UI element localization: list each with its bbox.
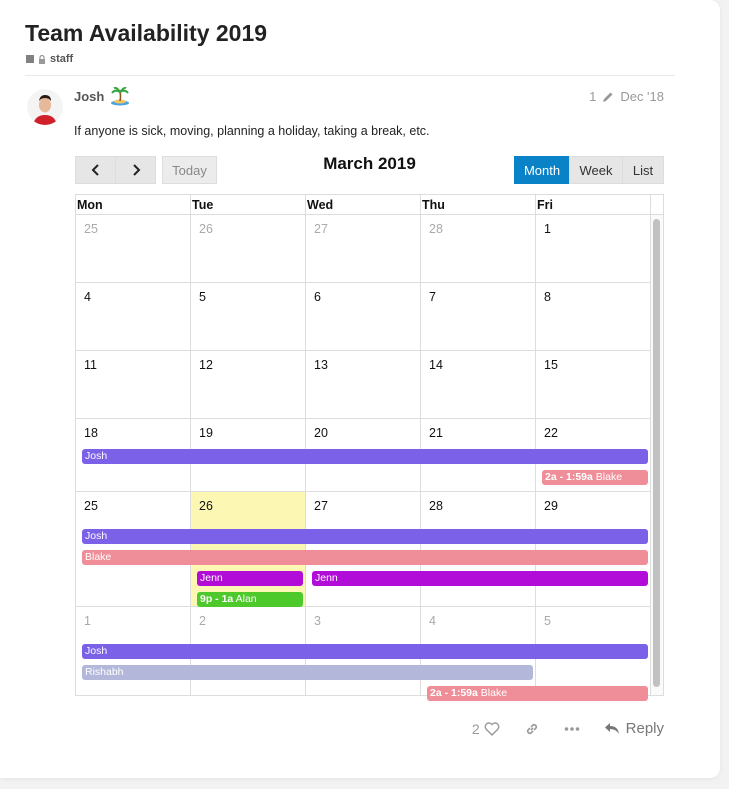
- day-number[interactable]: 5: [199, 290, 206, 304]
- day-cell[interactable]: [306, 283, 421, 350]
- title-divider: [25, 75, 675, 76]
- event-title: Blake: [85, 551, 112, 563]
- week-row: [76, 215, 651, 283]
- day-cell[interactable]: [421, 351, 536, 418]
- day-number[interactable]: 2: [199, 614, 206, 628]
- post-actions: [472, 720, 664, 737]
- day-number[interactable]: 25: [84, 499, 98, 513]
- day-cell[interactable]: [536, 215, 651, 282]
- category-name: staff: [50, 53, 74, 65]
- weekday-wed: Wed: [306, 195, 421, 215]
- day-number[interactable]: 1: [544, 222, 551, 236]
- event-title: Blake: [595, 471, 623, 483]
- day-cell[interactable]: [306, 351, 421, 418]
- scrollbar-thumb[interactable]: [653, 219, 660, 687]
- calendar-event[interactable]: [427, 686, 648, 701]
- day-number[interactable]: 26: [199, 222, 213, 236]
- event-time: 2a - 1:59a: [430, 687, 478, 699]
- event-title: Jenn: [315, 572, 338, 584]
- event-title: Josh: [85, 530, 108, 542]
- view-list-button[interactable]: List: [622, 156, 664, 184]
- weekday-fri: Fri: [536, 195, 651, 215]
- day-number[interactable]: 4: [84, 290, 91, 304]
- day-cell[interactable]: [191, 351, 306, 418]
- category-badge[interactable]: [26, 53, 73, 65]
- day-number[interactable]: 26: [199, 499, 213, 513]
- reply-label: Reply: [625, 720, 664, 737]
- day-number[interactable]: 14: [429, 358, 443, 372]
- like-count: 2: [471, 720, 480, 737]
- calendar-event[interactable]: [82, 644, 648, 659]
- topic-title[interactable]: Team Availability 2019: [25, 20, 268, 46]
- week-row: [76, 283, 651, 351]
- day-number[interactable]: 27: [314, 499, 328, 513]
- day-number[interactable]: 7: [429, 290, 436, 304]
- weekday-header: [76, 195, 663, 215]
- calendar-event[interactable]: [82, 529, 648, 544]
- event-title: Rishabh: [85, 666, 124, 678]
- avatar[interactable]: [27, 89, 63, 125]
- post-body-text: If anyone is sick, moving, planning a holiday, taking a break, etc.: [74, 124, 430, 138]
- day-cell[interactable]: [306, 492, 421, 606]
- day-cell[interactable]: [536, 492, 651, 606]
- event-title: Josh: [85, 450, 108, 462]
- calendar-title: March 2019: [323, 154, 416, 173]
- link-icon[interactable]: [524, 721, 540, 737]
- day-cell[interactable]: [76, 492, 191, 606]
- day-number[interactable]: 28: [429, 499, 443, 513]
- day-cell[interactable]: [76, 215, 191, 282]
- calendar-event[interactable]: [82, 550, 648, 565]
- calendar-event[interactable]: [542, 470, 648, 485]
- post-date[interactable]: Dec '18: [620, 89, 664, 104]
- day-cell[interactable]: [421, 215, 536, 282]
- like-button[interactable]: [472, 721, 500, 737]
- post-username[interactable]: Josh: [74, 89, 105, 104]
- day-number[interactable]: 18: [84, 426, 98, 440]
- day-number[interactable]: 1: [84, 614, 91, 628]
- day-cell[interactable]: [421, 283, 536, 350]
- today-button[interactable]: Today: [162, 156, 217, 184]
- day-number[interactable]: 20: [314, 426, 328, 440]
- day-cell[interactable]: [76, 283, 191, 350]
- weekday-thu: Thu: [421, 195, 536, 215]
- event-title: Blake: [480, 687, 508, 699]
- pencil-icon[interactable]: [602, 91, 614, 103]
- day-cell[interactable]: [191, 492, 306, 606]
- day-cell[interactable]: [306, 215, 421, 282]
- calendar-event[interactable]: [82, 449, 648, 464]
- calendar-toolbar: [75, 156, 664, 184]
- day-number[interactable]: 4: [429, 614, 436, 628]
- event-title: Alan: [235, 593, 257, 605]
- day-number[interactable]: 8: [544, 290, 551, 304]
- lock-icon: [38, 55, 46, 64]
- event-title: Jenn: [200, 572, 223, 584]
- day-number[interactable]: 28: [429, 222, 443, 236]
- reply-button[interactable]: [604, 720, 664, 737]
- desert-island-icon: [109, 86, 131, 106]
- day-cell[interactable]: [536, 283, 651, 350]
- day-number[interactable]: 21: [429, 426, 443, 440]
- calendar-event[interactable]: [197, 571, 303, 586]
- weekday-mon: Mon: [76, 195, 191, 215]
- event-time: 9p - 1a: [200, 593, 234, 605]
- heart-icon: [484, 722, 500, 736]
- calendar-event[interactable]: [312, 571, 648, 586]
- event-time: 2a - 1:59a: [545, 471, 593, 483]
- day-number[interactable]: 13: [314, 358, 328, 372]
- day-cell[interactable]: [76, 351, 191, 418]
- day-number[interactable]: 11: [84, 358, 97, 372]
- day-cell[interactable]: [421, 492, 536, 606]
- day-number[interactable]: 15: [544, 358, 558, 372]
- day-number[interactable]: 25: [84, 222, 98, 236]
- day-number[interactable]: 3: [314, 614, 321, 628]
- calendar-event[interactable]: [82, 665, 533, 680]
- post-meta: [589, 89, 664, 104]
- day-number[interactable]: 6: [314, 290, 321, 304]
- view-switcher: [514, 156, 664, 184]
- weekday-tue: Tue: [191, 195, 306, 215]
- day-number[interactable]: 22: [544, 426, 558, 440]
- day-cell[interactable]: [536, 351, 651, 418]
- category-color-square: [26, 55, 34, 63]
- edit-count[interactable]: 1: [589, 89, 597, 104]
- reply-arrow-icon: [604, 722, 620, 735]
- day-number[interactable]: 12: [199, 358, 213, 372]
- calendar-grid: [75, 194, 664, 699]
- more-options-icon[interactable]: [564, 726, 580, 732]
- day-number[interactable]: 19: [199, 426, 213, 440]
- day-cell[interactable]: [191, 283, 306, 350]
- day-number[interactable]: 5: [544, 614, 551, 628]
- week-row: [76, 351, 651, 419]
- view-week-button[interactable]: Week: [569, 156, 623, 184]
- day-number[interactable]: 29: [544, 499, 558, 513]
- day-number[interactable]: 27: [314, 222, 328, 236]
- event-title: Josh: [85, 645, 108, 657]
- view-month-button[interactable]: Month: [514, 156, 570, 184]
- calendar-event[interactable]: [197, 592, 303, 607]
- day-cell[interactable]: [191, 215, 306, 282]
